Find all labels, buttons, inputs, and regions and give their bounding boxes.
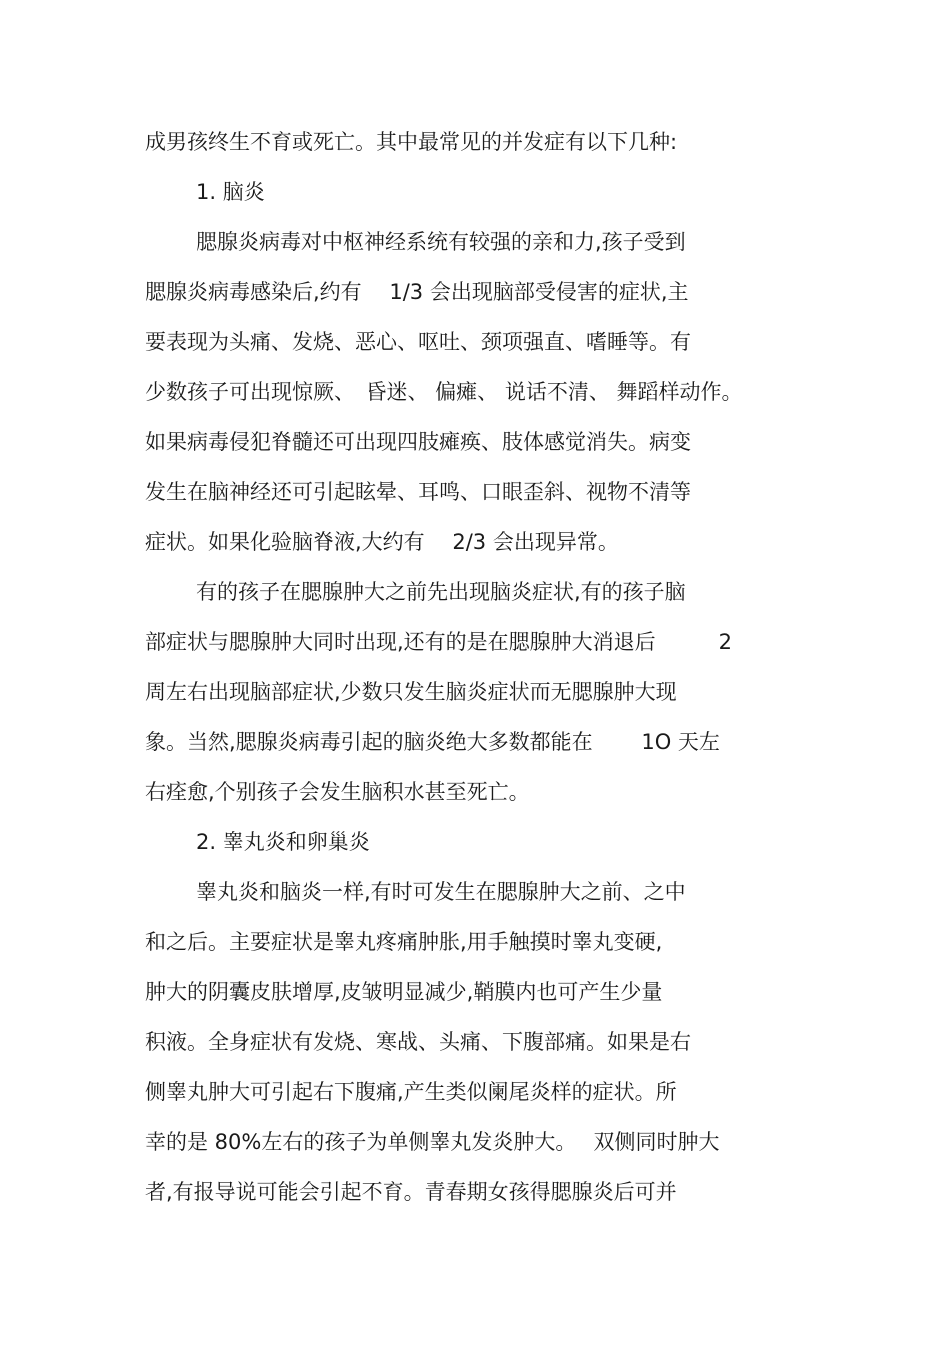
paragraph-line: 腮腺炎病毒对中枢神经系统有较强的亲和力,孩子受到 <box>196 230 686 254</box>
paragraph-line: 者,有报导说可能会引起不育。青春期女孩得腮腺炎后可并 <box>145 1180 677 1204</box>
paragraph-line: 睾丸炎和脑炎一样,有时可发生在腮腺肿大之前、之中 <box>196 880 686 904</box>
paragraph-line: 症状。如果化验脑脊液,大约有 2/3 会出现异常。 <box>145 530 619 554</box>
paragraph-line: 如果病毒侵犯脊髓还可出现四肢瘫痪、肢体感觉消失。病变 <box>145 430 691 454</box>
paragraph-line: 发生在脑神经还可引起眩晕、耳鸣、口眼歪斜、视物不清等 <box>145 480 691 504</box>
paragraph-line: 成男孩终生不育或死亡。其中最常见的并发症有以下几种: <box>145 130 678 154</box>
paragraph-line: 肿大的阴囊皮肤增厚,皮皱明显减少,鞘膜内也可产生少量 <box>145 980 663 1004</box>
paragraph-line: 和之后。主要症状是睾丸疼痛肿胀,用手触摸时睾丸变硬, <box>145 930 663 954</box>
section-heading-orchitis-oophoritis: 2. 睾丸炎和卵巢炎 <box>196 830 370 854</box>
paragraph-line: 右痊愈,个别孩子会发生脑积水甚至死亡。 <box>145 780 530 804</box>
paragraph-line: 要表现为头痛、发烧、恶心、呕吐、颈项强直、嗜睡等。有 <box>145 330 691 354</box>
paragraph-line: 部症状与腮腺肿大同时出现,还有的是在腮腺肿大消退后 2 <box>145 630 733 654</box>
paragraph-line: 幸的是 80%左右的孩子为单侧睾丸发炎肿大。 双侧同时肿大 <box>145 1130 720 1154</box>
paragraph-line: 腮腺炎病毒感染后,约有 1/3 会出现脑部受侵害的症状,主 <box>145 280 689 304</box>
paragraph-line: 有的孩子在腮腺肿大之前先出现脑炎症状,有的孩子脑 <box>196 580 686 604</box>
paragraph-line: 象。当然,腮腺炎病毒引起的脑炎绝大多数都能在 1O 天左 <box>145 730 720 754</box>
paragraph-line: 侧睾丸肿大可引起右下腹痛,产生类似阑尾炎样的症状。所 <box>145 1080 677 1104</box>
section-heading-encephalitis: 1. 脑炎 <box>196 180 265 204</box>
paragraph-line: 积液。全身症状有发烧、寒战、头痛、下腹部痛。如果是右 <box>145 1030 691 1054</box>
paragraph-line: 少数孩子可出现惊厥、 昏迷、 偏瘫、 说话不清、 舞蹈样动作。 <box>145 380 743 404</box>
paragraph-line: 周左右出现脑部症状,少数只发生脑炎症状而无腮腺肿大现 <box>145 680 677 704</box>
